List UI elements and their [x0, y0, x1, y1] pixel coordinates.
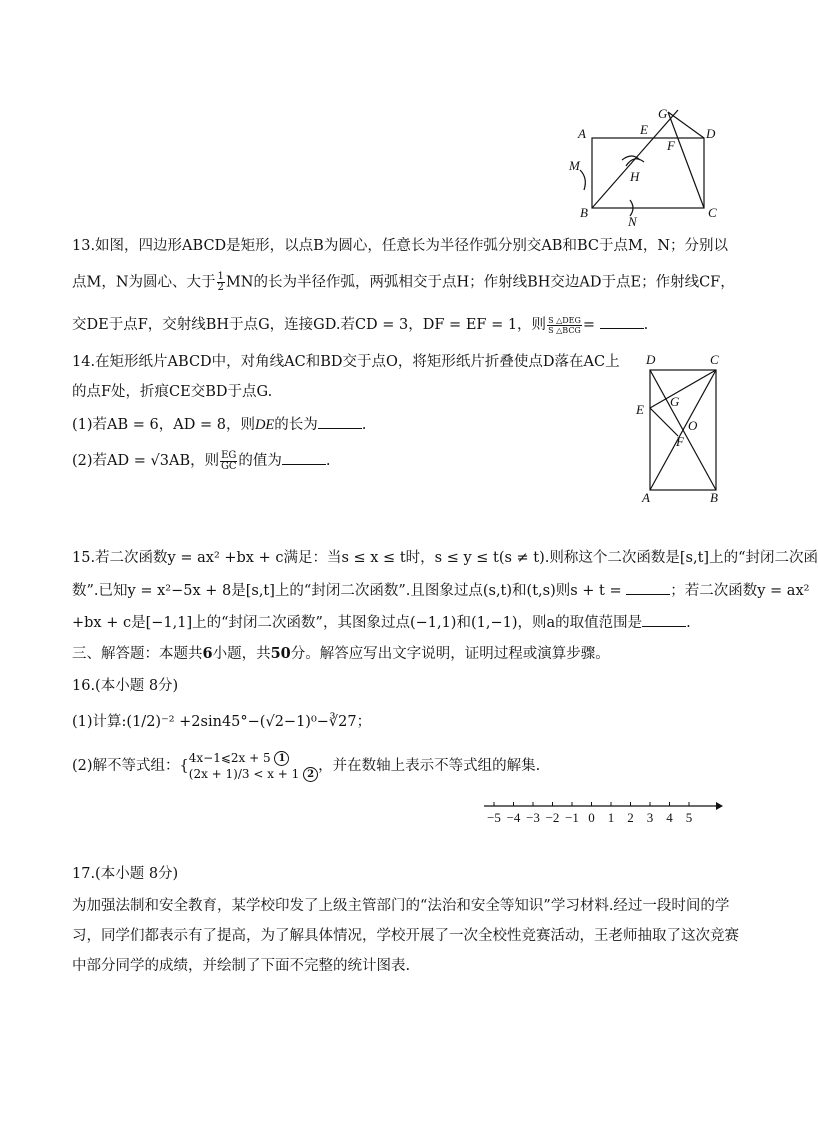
- tick-label: 4: [666, 810, 673, 825]
- q14-line2: 的点F处，折痕CE交BD于点G.: [72, 384, 273, 400]
- label-m: M: [569, 158, 580, 173]
- rectangle-abcd: [592, 138, 704, 208]
- answer-blank-q14-2[interactable]: [282, 450, 326, 465]
- q16-part1: (1)计算:(1/2)⁻² +2sin45°−(√2−1)⁰−∛27；: [72, 714, 372, 730]
- figure-q14: [632, 350, 732, 505]
- q13-line3: 交DE于点F，交射线BH于点G，连接GD.若CD = 3，DF = EF = 1，则 $\frac{\text{S △DEG}}{\text{S △BCG}}$ = .: [72, 315, 649, 335]
- tick-label: −3: [526, 810, 540, 825]
- figure-q13: [560, 100, 740, 230]
- label-e-14: E: [636, 402, 644, 417]
- section-heading: 三、解答题：本题共6小题，共50分。解答应写出文字说明，证明过程或演算步骤。: [72, 645, 610, 662]
- q13-line2b: MN的长为半径作弧，两弧相交于点H；作射线BH交边AD于点E；作射线CF，: [225, 274, 735, 291]
- arrow-right-icon: [716, 802, 723, 810]
- q13-line2a: 点M，N为圆心、大于: [72, 274, 216, 291]
- q13-line3a: 交DE于点F，交射线BH于点G，连接GD.若CD = 3，DF = EF = 1，则: [72, 317, 547, 333]
- q13-line2: [72, 272, 735, 293]
- tick-label: −2: [545, 810, 560, 825]
- label-f: F: [667, 138, 675, 153]
- answer-blank-q15-1[interactable]: [626, 580, 670, 595]
- answer-blank-q13[interactable]: [600, 314, 644, 329]
- label-g: G: [658, 106, 668, 121]
- tick-label: −4: [506, 810, 521, 825]
- arc-m: [580, 170, 585, 190]
- q13-line1: 13.如图，四边形ABCD是矩形，以点B为圆心，任意长为半径作弧分别交AB和BC于点M，N；分别以: [72, 238, 729, 254]
- label-c-14: C: [710, 352, 719, 367]
- label-h: H: [630, 169, 640, 184]
- label-a: A: [578, 126, 586, 141]
- q14-line1: 14.在矩形纸片ABCD中，对角线AC和BD交于点O，将矩形纸片折叠使点D落在AC上: [72, 354, 620, 370]
- number-line: [480, 796, 725, 826]
- label-o-14: O: [688, 418, 698, 433]
- q15-line2: 数”.已知y = x²−5x + 8是[s,t]上的“封闭二次函数”.且图象过点(s,t)和(t,s)则s + t = ；若二次函数y = ax²: [72, 580, 809, 601]
- label-d-14: D: [646, 352, 656, 367]
- q17-line3: 中部分同学的成绩，并绘制了下面不完整的统计图表.: [72, 958, 411, 974]
- q15-line3: +bx + c是[−1,1]上的“封闭二次函数”，其图象过点(−1,1)和(1,−1)，则a的取值范围是 .: [72, 612, 691, 633]
- label-a-14: A: [642, 490, 650, 505]
- ray-cf: [668, 112, 704, 208]
- q16-part2: (2)解不等式组：{ 4x−1⩽2x + 5 1 (2x + 1)/3 < x + 1 2 ，并在数轴上表示不等式组的解集.: [72, 751, 541, 781]
- tick-label: 5: [685, 810, 693, 825]
- label-f-14: F: [676, 434, 684, 449]
- q17-header: 17.(本小题 8分): [72, 866, 179, 882]
- q16-header: 16.(本小题 8分): [72, 678, 179, 694]
- label-b-14: B: [710, 490, 718, 505]
- half-fraction: $\frac{1}{2}$: [217, 271, 224, 293]
- label-c: C: [708, 205, 717, 220]
- tick-label: 2: [627, 810, 634, 825]
- tick-label: 0: [588, 810, 595, 825]
- q15-line1: 15.若二次函数y = ax² +bx + c满足：当s ≤ x ≤ t时，s ≤ y ≤ t(s ≠ t).则称这个二次函数是[s,t]上的“封闭二次函: [72, 550, 818, 566]
- tick-label: 1: [607, 810, 615, 825]
- q17-line1: 为加强法制和安全教育，某学校印发了上级主管部门的“法治和安全等知识”学习材料.经过一段时间的学: [72, 898, 730, 914]
- tick-label: 3: [646, 810, 654, 825]
- label-b: B: [580, 205, 588, 220]
- label-e: E: [640, 122, 648, 137]
- eg-gc-fraction: $\frac{EG}{GC}$: [220, 449, 237, 472]
- label-g-14: G: [670, 394, 680, 409]
- tick-label: −1: [565, 810, 579, 825]
- area-ratio-fraction: $\frac{\text{S △DEG}}{\text{S △BCG}}$: [548, 315, 581, 335]
- q14-part1: (1)若AB = 6，AD = 8，则DE的长为 .: [72, 414, 366, 435]
- q14-part2: (2)若AD = √3AB，则 $\frac{EG}{GC}$ 的值为 .: [72, 449, 331, 472]
- label-n: N: [628, 214, 637, 229]
- answer-blank-q15-2[interactable]: [642, 612, 686, 627]
- answer-blank-q14-1[interactable]: [318, 414, 362, 429]
- label-d: D: [706, 126, 716, 141]
- tick-label: −5: [487, 810, 501, 825]
- inequality-system: 4x−1⩽2x + 5 1 (2x + 1)/3 < x + 1 2: [189, 750, 318, 782]
- q17-line2: 习，同学们都表示有了提高，为了解具体情况，学校开展了一次全校性竞赛活动，王老师抽取了这次竞赛: [72, 928, 739, 944]
